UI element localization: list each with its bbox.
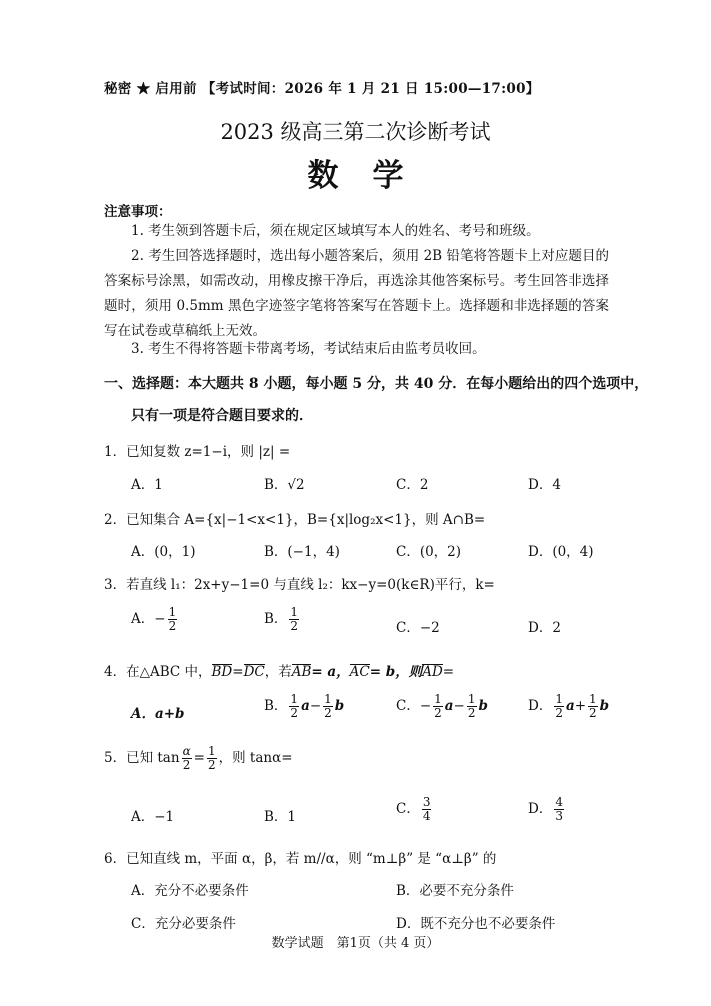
fraction-denominator: 2 bbox=[290, 706, 299, 720]
q5-option-c-fraction bbox=[422, 796, 432, 823]
question-2-stem: 2．已知集合 A={x|−1<x<1}，B={x|log₂x<1}，则 A∩B= bbox=[104, 512, 486, 528]
q1-option-c: C．2 bbox=[396, 477, 429, 493]
question-5-stem bbox=[104, 745, 293, 772]
q4-option-b-label: B． bbox=[264, 698, 288, 714]
fraction-numerator: 1 bbox=[555, 692, 563, 706]
q4-stem-pre: 4．在△ABC 中， bbox=[104, 664, 212, 680]
fraction-numerator: 4 bbox=[555, 795, 563, 809]
fraction-denominator: 2 bbox=[434, 706, 442, 720]
fraction-numerator: 1 bbox=[290, 605, 299, 619]
notice-heading: 注意事项： bbox=[104, 204, 172, 220]
vector-a: a bbox=[301, 698, 310, 714]
q4-option-d-label: D． bbox=[528, 698, 553, 714]
fraction-denominator: 2 bbox=[589, 706, 597, 720]
q2-option-c: C．(0，2) bbox=[396, 544, 462, 560]
q5-stem-pre: 5．已知 tan bbox=[104, 750, 180, 766]
vector-dc: DC bbox=[243, 664, 265, 680]
question-1-stem: 1．已知复数 z=1−i，则 |z| = bbox=[104, 444, 291, 460]
plus-sign: + bbox=[574, 698, 587, 714]
fraction-numerator: 1 bbox=[589, 692, 597, 706]
q4-option-c-label: C． bbox=[396, 698, 420, 714]
q3-option-a bbox=[131, 606, 179, 633]
q1-option-b-label: B． bbox=[264, 477, 288, 493]
minus-sign: − bbox=[453, 698, 465, 714]
q5-option-a: A．−1 bbox=[131, 809, 175, 825]
q4-end: = bbox=[442, 664, 455, 680]
q1-option-a: A．1 bbox=[131, 477, 163, 493]
notice-item-1: 1. 考生领到答题卡后，须在规定区域填写本人的姓名、考号和班级。 bbox=[131, 223, 540, 239]
fraction-numerator: α bbox=[182, 744, 191, 758]
q5-option-d bbox=[528, 796, 566, 823]
q3-option-d: D．2 bbox=[528, 620, 561, 636]
question-3-stem: 3．若直线 l₁：2x+y−1=0 与直线 l₂：kx−y=0(k∈R)平行，k= bbox=[104, 577, 495, 593]
q5-option-c-label: C． bbox=[396, 801, 420, 817]
q3-option-a-label: A． bbox=[131, 611, 155, 627]
q4-mid2: = a， bbox=[311, 664, 350, 680]
q3-option-b-fraction bbox=[289, 606, 299, 633]
q4-mid1: ，若 bbox=[264, 664, 292, 680]
exam-header: 秘密 ★ 启用前 【考试时间：2026 年 1 月 21 日 15:00—17:00】 bbox=[104, 81, 540, 97]
fraction-numerator: 1 bbox=[168, 605, 177, 619]
question-6-stem: 6．已知直线 m，平面 α，β，若 m//α，则 “m⊥β” 是 “α⊥β” 的 bbox=[104, 851, 497, 867]
q5-option-c bbox=[396, 796, 433, 823]
fraction-denominator: 2 bbox=[555, 706, 563, 720]
half-fraction bbox=[467, 693, 477, 720]
q6-option-c: C．充分必要条件 bbox=[131, 916, 236, 932]
exam-title: 2023 级高三第二次诊断考试 bbox=[220, 120, 491, 144]
q1-option-b bbox=[264, 473, 305, 493]
q4-eq: = bbox=[232, 664, 244, 680]
half-fraction bbox=[289, 693, 299, 720]
vector-b: b bbox=[599, 698, 610, 714]
q2-option-b: B．(−1，4) bbox=[264, 544, 340, 560]
q1-option-d: D．4 bbox=[528, 477, 561, 493]
q2-option-d: D．(0，4) bbox=[528, 544, 594, 560]
notice-item-3: 3. 考生不得将答题卡带离考场，考试结束后由监考员收回。 bbox=[131, 341, 486, 357]
q3-option-b bbox=[264, 606, 301, 633]
vector-b: b bbox=[334, 698, 345, 714]
q2-option-a: A．(0，1) bbox=[131, 544, 196, 560]
vector-ac: AC bbox=[349, 664, 370, 680]
half-fraction bbox=[433, 693, 443, 720]
notice-item-2: 2. 考生回答选择题时，选出每小题答案后，须用 2B 铅笔将答题卡上对应题目的答案标号涂黑，如需改动，用橡皮擦干净后，再选涂其他答案标号。考生回答非选择题时，须用 0.5mm 黑色字迹签字笔将答案写在答题卡上。选择题和非选择题的答案写在试卷或草稿纸上无效。 bbox=[104, 248, 609, 339]
q6-option-a: A．充分不必要条件 bbox=[131, 883, 249, 899]
section-heading-line1: 一、选择题：本大题共 8 小题，每小题 5 分，共 40 分．在每小题给出的四个选项中， bbox=[104, 376, 649, 392]
equals-sign: = bbox=[193, 750, 205, 766]
vector-b: b bbox=[478, 698, 488, 714]
section-heading-line2: 只有一项是符合题目要求的． bbox=[131, 408, 313, 424]
q4-option-a: A．a+b bbox=[131, 706, 185, 722]
q3-option-a-sign: − bbox=[154, 611, 166, 627]
fraction-denominator: 2 bbox=[182, 758, 191, 772]
fraction-numerator: 1 bbox=[467, 692, 476, 706]
fraction-denominator: 2 bbox=[207, 758, 216, 772]
fraction-denominator: 2 bbox=[290, 619, 299, 633]
q3-option-b-label: B． bbox=[264, 611, 288, 627]
q6-option-b: B．必要不充分条件 bbox=[396, 883, 514, 899]
q4-option-c bbox=[396, 693, 488, 720]
vector-bd: BD bbox=[211, 664, 233, 680]
q3-option-c: C．−2 bbox=[396, 620, 440, 636]
subject-title: 数学 bbox=[307, 158, 438, 194]
fraction-numerator: 1 bbox=[434, 692, 442, 706]
q5-option-d-fraction bbox=[554, 796, 564, 823]
half-fraction bbox=[588, 693, 598, 720]
minus-sign: − bbox=[419, 698, 432, 714]
vector-a: a bbox=[444, 698, 454, 714]
minus-sign: − bbox=[309, 698, 322, 714]
fraction-denominator: 4 bbox=[422, 809, 431, 823]
fraction-numerator: 1 bbox=[324, 692, 332, 706]
q6-option-d: D．既不充分也不必要条件 bbox=[396, 916, 556, 932]
fraction-numerator: 3 bbox=[422, 795, 431, 809]
q4-option-d bbox=[528, 693, 609, 720]
fraction-denominator: 2 bbox=[324, 706, 332, 720]
q5-stem-post: ，则 tanα= bbox=[218, 750, 293, 766]
fraction-denominator: 2 bbox=[168, 619, 177, 633]
page-footer: 数学试题 第1页（共 4 页） bbox=[271, 936, 440, 951]
fraction-numerator: 1 bbox=[290, 692, 299, 706]
half-fraction bbox=[323, 693, 333, 720]
fraction-denominator: 3 bbox=[555, 809, 563, 823]
half-fraction bbox=[554, 693, 564, 720]
q4-option-b bbox=[264, 693, 344, 720]
q1-option-b-value: √2 bbox=[287, 477, 305, 493]
question-4-stem bbox=[104, 660, 454, 680]
fraction-numerator: 1 bbox=[207, 744, 216, 758]
q5-option-b: B．1 bbox=[264, 809, 297, 825]
fraction-denominator: 2 bbox=[467, 706, 476, 720]
q4-mid3: = b，则 bbox=[369, 664, 423, 680]
vector-a: a bbox=[565, 698, 575, 714]
alpha-over-two-fraction bbox=[182, 745, 192, 772]
vector-ab: AB bbox=[291, 664, 312, 680]
one-half-fraction bbox=[207, 745, 217, 772]
q5-option-d-label: D． bbox=[528, 801, 553, 817]
vector-ad: AD bbox=[422, 664, 443, 680]
q3-option-a-fraction bbox=[168, 606, 178, 633]
